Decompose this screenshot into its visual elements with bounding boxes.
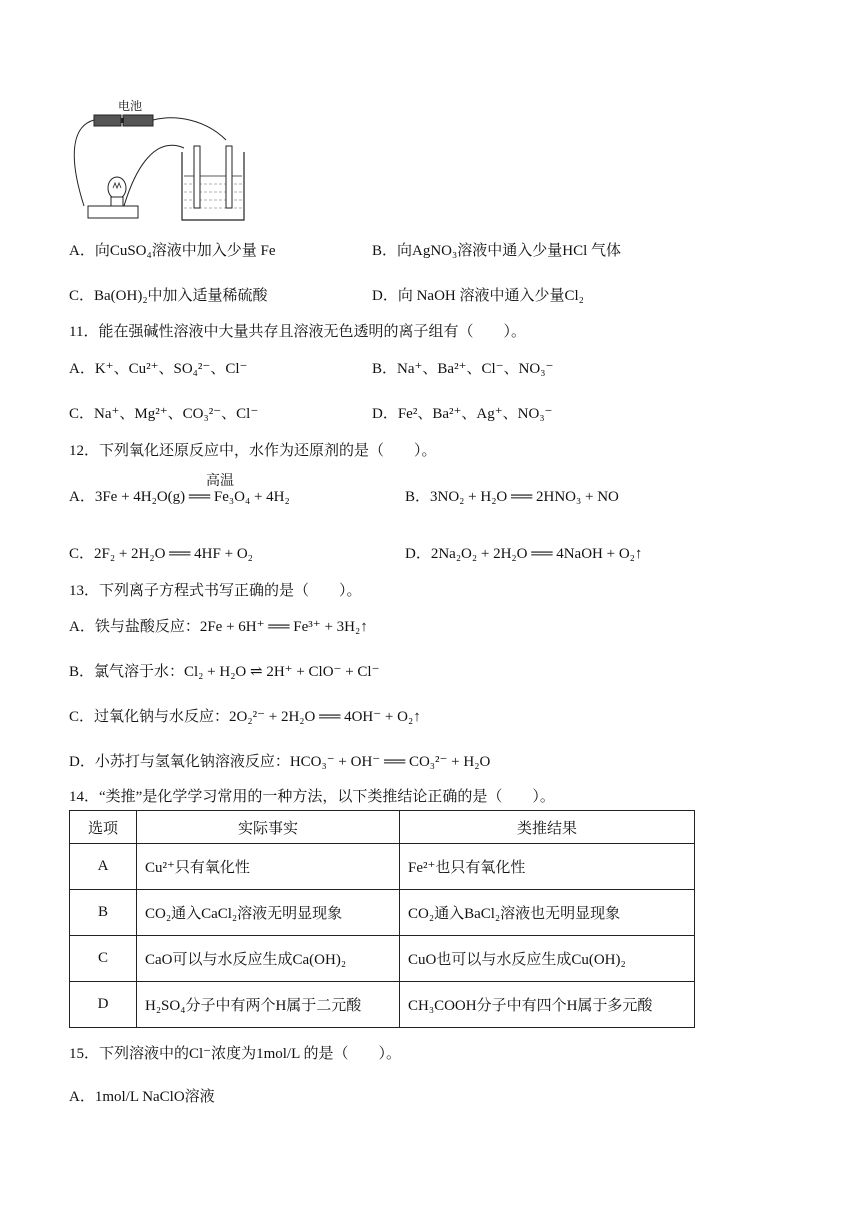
beaker-icon [182, 146, 244, 220]
table-row [70, 844, 695, 890]
q14-analogy-table [69, 810, 695, 1028]
table-row [70, 936, 695, 982]
header-result: 类推结果 [400, 811, 695, 844]
q13-option-b: B．氯气溶于水：Cl₂ + H₂O ⇌ 2H⁺ + ClO⁻ + Cl⁻ [69, 664, 380, 680]
q13-option-d: D．小苏打与氢氧化钠溶液反应：HCO₃⁻ + OH⁻ ══ CO₃²⁻ + H₂O [69, 754, 491, 770]
q12-a-condition: 高温 [206, 474, 234, 489]
battery-icon [94, 115, 153, 126]
q12-stem: 12．下列氧化还原反应中，水作为还原剂的是（ ）。 [69, 443, 437, 459]
q11-option-b: B．Na⁺、Ba²⁺、Cl⁻、NO₃⁻ [372, 361, 554, 377]
table-row [70, 982, 695, 1028]
q10-option-a: A．向CuSO₄溶液中加入少量 Fe [69, 243, 276, 259]
q12-option-c: C．2F₂ + 2H₂O ══ 4HF + O₂ [69, 546, 253, 562]
bulb-icon [88, 177, 138, 218]
q10-option-d: D．向 NaOH 溶液中通入少量Cl₂ [372, 288, 584, 304]
row-option: B [70, 890, 137, 936]
q11-option-d: D．Fe²、Ba²⁺、Ag⁺、NO₃⁻ [372, 406, 553, 422]
row-fact: CO₂通入CaCl₂溶液无明显现象 [137, 890, 400, 936]
row-option: C [70, 936, 137, 982]
q12-option-b: B．3NO₂ + H₂O ══ 2HNO₃ + NO [405, 489, 619, 505]
q13-stem: 13．下列离子方程式书写正确的是（ ）。 [69, 583, 362, 599]
row-result: Fe²⁺也只有氧化性 [400, 844, 695, 890]
q12-option-d: D．2Na₂O₂ + 2H₂O ══ 4NaOH + O₂↑ [405, 546, 643, 562]
row-result: CuO也可以与水反应生成Cu(OH)₂ [400, 936, 695, 982]
q10-option-b: B．向AgNO₃溶液中通入少量HCl 气体 [372, 243, 621, 259]
q15-option-a: A．1mol/L NaClO溶液 [69, 1089, 215, 1105]
q10-option-c: C．Ba(OH)₂中加入适量稀硫酸 [69, 288, 268, 304]
table-row [70, 890, 695, 936]
row-result: CO₂通入BaCl₂溶液也无明显现象 [400, 890, 695, 936]
q12-option-a: A．3Fe + 4H₂O(g) ══ Fe₃O₄ + 4H₂ [69, 489, 290, 505]
header-fact: 实际事实 [137, 811, 400, 844]
header-option: 选项 [70, 811, 137, 844]
q13-option-a: A．铁与盐酸反应：2Fe + 6H⁺ ══ Fe³⁺ + 3H₂↑ [69, 619, 368, 635]
battery-label: 电池 [118, 99, 143, 113]
conductivity-apparatus-diagram [66, 96, 266, 226]
row-result: CH₃COOH分子中有四个H属于多元酸 [400, 982, 695, 1028]
row-fact: H₂SO₄分子中有两个H属于二元酸 [137, 982, 400, 1028]
q11-option-c: C．Na⁺、Mg²⁺、CO₃²⁻、Cl⁻ [69, 406, 259, 422]
q11-option-a: A．K⁺、Cu²⁺、SO₄²⁻、Cl⁻ [69, 361, 248, 377]
q11-stem: 11．能在强碱性溶液中大量共存且溶液无色透明的离子组有（ ）。 [69, 324, 526, 340]
row-fact: Cu²⁺只有氧化性 [137, 844, 400, 890]
row-fact: CaO可以与水反应生成Ca(OH)₂ [137, 936, 400, 982]
row-option: A [70, 844, 137, 890]
q14-stem: 14．“类推”是化学学习常用的一种方法，以下类推结论正确的是（ ）。 [69, 789, 555, 805]
row-option: D [70, 982, 137, 1028]
q15-stem: 15．下列溶液中的Cl⁻浓度为1mol/L 的是（ ）。 [69, 1046, 401, 1062]
q13-option-c: C．过氧化钠与水反应：2O₂²⁻ + 2H₂O ══ 4OH⁻ + O₂↑ [69, 709, 421, 725]
table-header-row [70, 811, 695, 844]
